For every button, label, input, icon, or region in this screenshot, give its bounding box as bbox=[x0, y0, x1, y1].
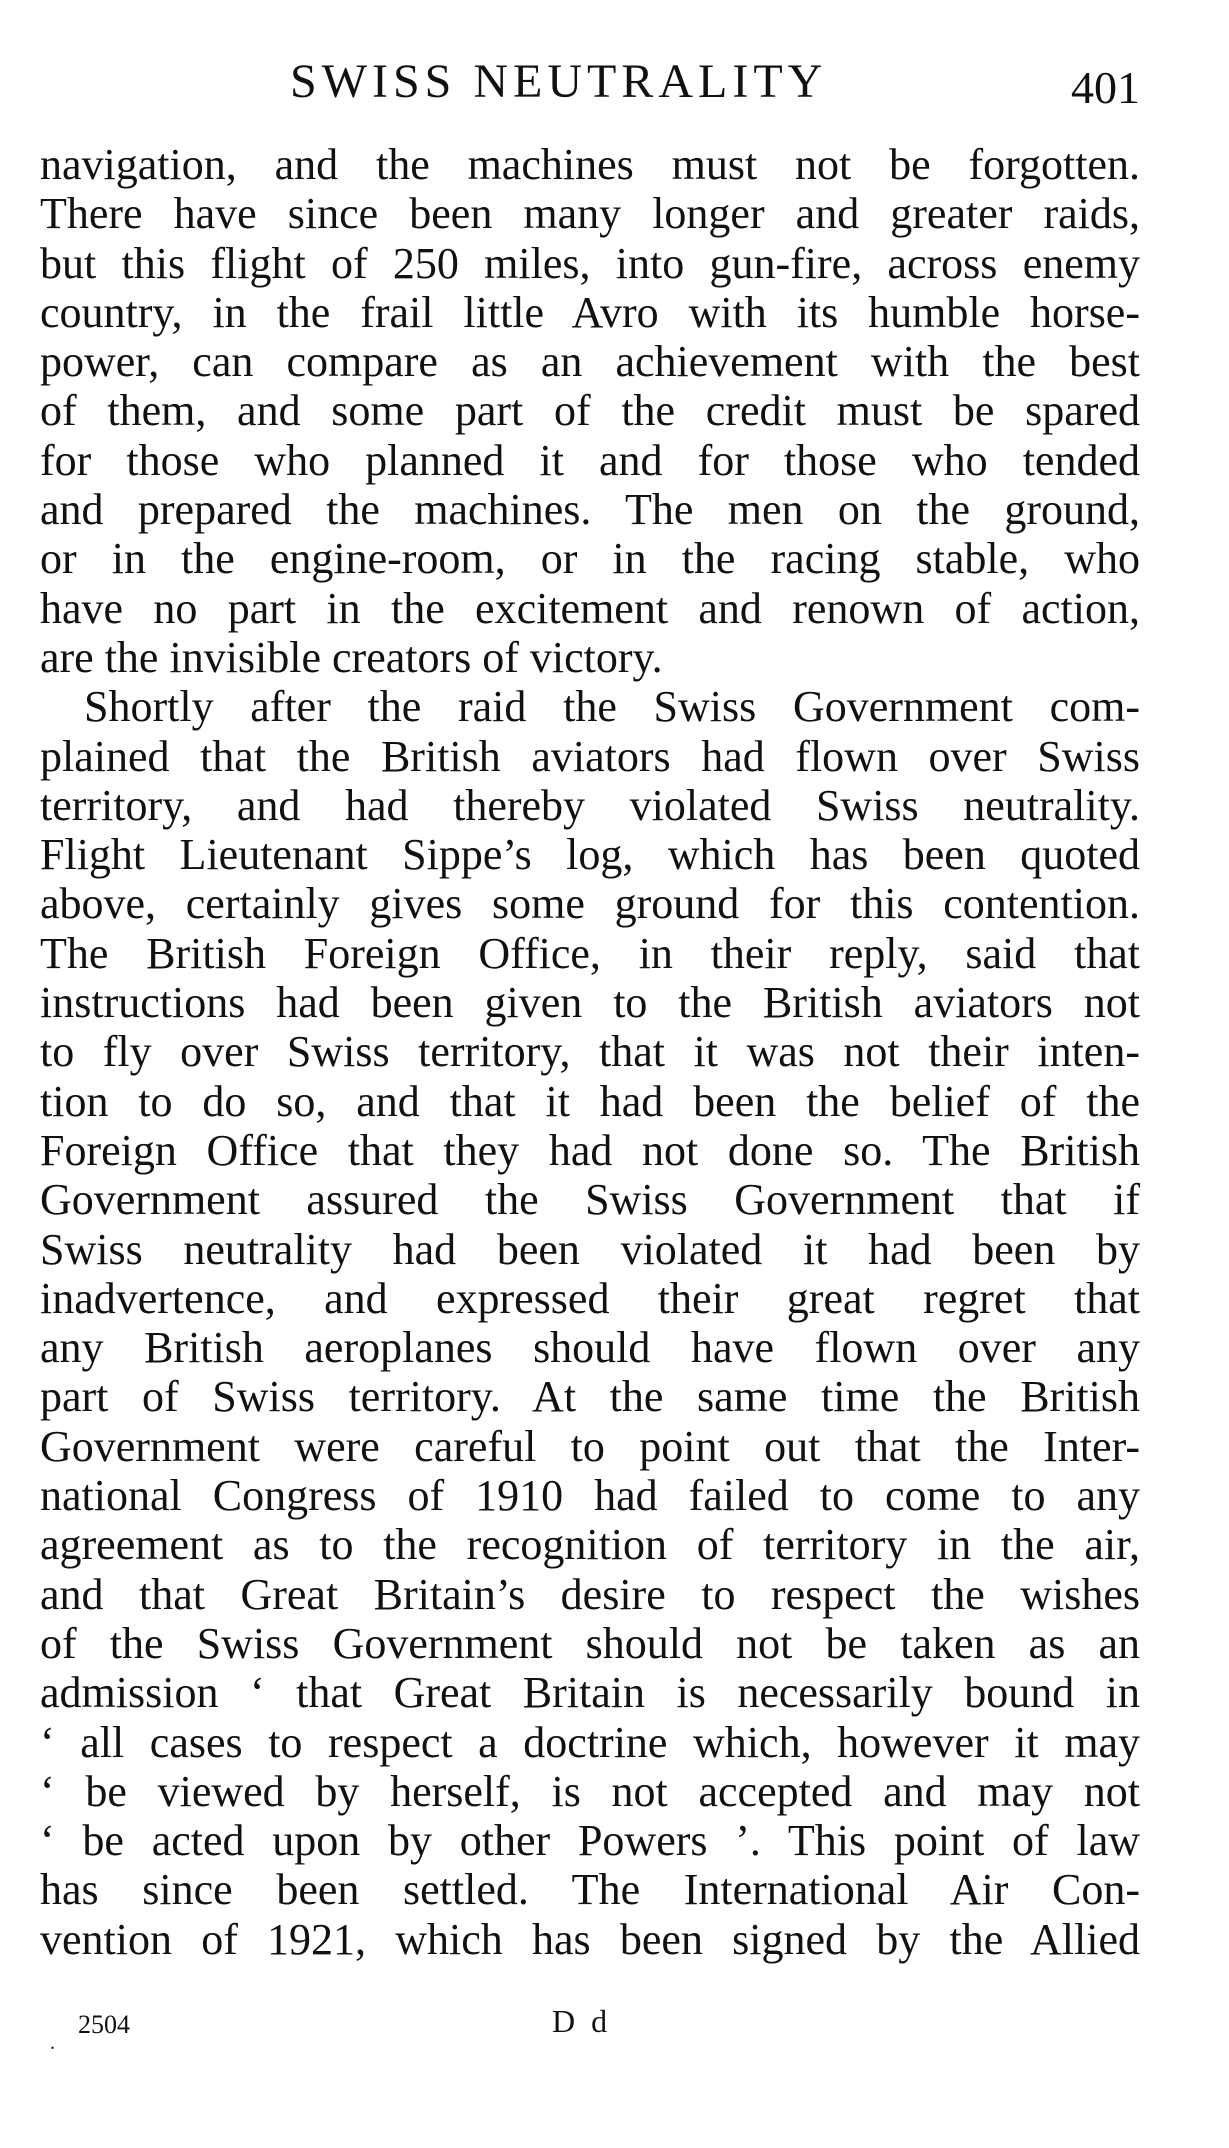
running-title: SWISS NEUTRALITY bbox=[290, 55, 828, 108]
text-line: has since been settled. The International Air Con- bbox=[40, 1865, 1140, 1915]
text-line: instructions had been given to the British aviators not bbox=[40, 978, 1140, 1028]
text-line: territory, and had thereby violated Swiss neutrality. bbox=[40, 780, 1140, 830]
text-line: Swiss neutrality had been violated it had been by bbox=[40, 1224, 1140, 1274]
text-line: Foreign Office that they had not done so. The British bbox=[40, 1125, 1140, 1175]
text-line: inadvertence, and expressed their great regret that bbox=[40, 1273, 1140, 1323]
text-line: above, certainly gives some ground for this contention. bbox=[40, 879, 1140, 929]
body-text bbox=[40, 140, 1140, 1964]
text-line: The British Foreign Office, in their reply, said that bbox=[40, 928, 1140, 978]
text-line: vention of 1921, which has been signed by the Allied bbox=[40, 1914, 1140, 1964]
text-line: ‘ all cases to respect a doctrine which, however it may bbox=[40, 1717, 1140, 1767]
text-line: any British aeroplanes should have flown over any bbox=[40, 1323, 1140, 1373]
printer-signature-number: 2504 bbox=[78, 2010, 130, 2039]
gathering-signature: D d bbox=[552, 2003, 612, 2039]
text-line: navigation, and the machines must not be forgotten. bbox=[40, 140, 1140, 189]
page-number: 401 bbox=[1071, 62, 1140, 113]
text-line: part of Swiss territory. At the same time the British bbox=[40, 1372, 1140, 1422]
text-line: and that Great Britain’s desire to respect the wishes bbox=[40, 1569, 1140, 1619]
text-line: to fly over Swiss territory, that it was not their inten- bbox=[40, 1027, 1140, 1077]
text-line: are the invisible creators of victory. bbox=[40, 632, 663, 682]
text-line: for those who planned it and for those who tended bbox=[40, 435, 1140, 485]
text-line: Flight Lieutenant Sippe’s log, which has been quoted bbox=[40, 830, 1140, 880]
text-line: Shortly after the raid the Swiss Government com- bbox=[84, 682, 1140, 732]
text-line: or in the engine-room, or in the racing stable, who bbox=[40, 534, 1140, 584]
text-line: power, can compare as an achievement with the best bbox=[40, 337, 1140, 387]
text-line: tion to do so, and that it had been the belief of the bbox=[40, 1076, 1140, 1126]
text-line: ‘ be viewed by herself, is not accepted and may not bbox=[40, 1766, 1140, 1816]
text-line: admission ‘ that Great Britain is necessarily bound in bbox=[40, 1668, 1140, 1718]
text-line: of the Swiss Government should not be taken as an bbox=[40, 1618, 1140, 1668]
text-line: There have since been many longer and greater raids, bbox=[40, 189, 1140, 239]
printer-mark-icon: . bbox=[50, 2032, 55, 2054]
page-footer bbox=[40, 2003, 1140, 2054]
text-line: plained that the British aviators had flown over Swiss bbox=[40, 731, 1140, 781]
text-line: Government assured the Swiss Government that if bbox=[40, 1175, 1140, 1225]
text-line: Government were careful to point out that the Inter- bbox=[40, 1421, 1140, 1471]
text-line: have no part in the excitement and renown of action, bbox=[40, 583, 1140, 633]
text-line: country, in the frail little Avro with its humble horse- bbox=[40, 287, 1140, 337]
text-line: agreement as to the recognition of territory in the air, bbox=[40, 1520, 1140, 1570]
text-line: ‘ be acted upon by other Powers ’. This point of law bbox=[40, 1816, 1140, 1866]
page-header bbox=[40, 52, 1140, 112]
text-line: of them, and some part of the credit must be spared bbox=[40, 386, 1140, 436]
text-line: national Congress of 1910 had failed to come to any bbox=[40, 1471, 1140, 1521]
text-line: but this flight of 250 miles, into gun-fire, across enemy bbox=[40, 238, 1140, 288]
text-line: and prepared the machines. The men on the ground, bbox=[40, 485, 1140, 535]
